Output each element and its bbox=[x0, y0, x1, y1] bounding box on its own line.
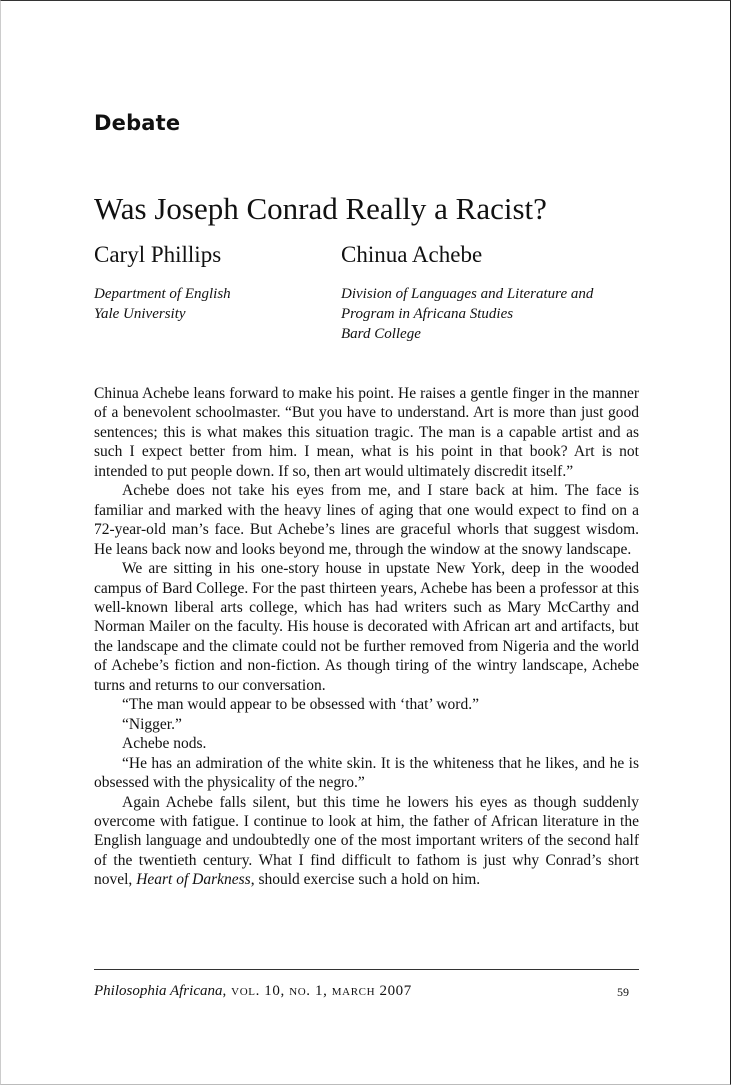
paragraph: Achebe nods. bbox=[122, 735, 207, 753]
author-name: Chinua Achebe bbox=[341, 242, 483, 267]
article-body bbox=[94, 384, 639, 890]
paragraph: We are sitting in his one-story house in upstate New York, deep in the wooded campus of Bard College. For the past thirteen years, Achebe has been a professor at this well-known liberal arts college, which has had writers such as Mary McCarthy and Norman Mailer on the faculty. His house is decorated with African art and artifacts, but the landscape and the climate could not be further removed from Nigeria and the world of Achebe’s fiction and non-fiction. As though tiring of the wintry landscape, Achebe turns and returns to our conversation. bbox=[94, 560, 639, 694]
page-footer bbox=[94, 983, 639, 1000]
journal-citation: , vol. 10, no. 1, march 2007 bbox=[222, 983, 412, 999]
section-label: Debate bbox=[94, 111, 181, 135]
affiliation-line: Yale University bbox=[94, 306, 186, 322]
paragraph: Achebe does not take his eyes from me, and I stare back at him. The face is familiar and marked with the heavy lines of aging that one would expect to find on a 72-year-old man’s face. But Achebe’s lines are graceful whorls that suggest wisdom. He leans back now and looks beyond me, through the window at the snowy landscape. bbox=[94, 482, 639, 558]
paragraph: “Nigger.” bbox=[122, 715, 182, 733]
author-block-achebe bbox=[341, 240, 641, 344]
affiliation-line: Bard College bbox=[341, 326, 421, 342]
paragraph: “The man would appear to be obsessed with ‘that’ word.” bbox=[122, 696, 479, 714]
book-title: Heart of Darkness bbox=[136, 871, 251, 889]
journal-name: Philosophia Africana bbox=[94, 983, 223, 999]
paragraph-text: , should exercise such a hold on him. bbox=[250, 871, 481, 889]
article-title: Was Joseph Conrad Really a Racist? bbox=[94, 191, 547, 226]
footer-rule bbox=[94, 969, 639, 970]
author-affiliation bbox=[341, 284, 641, 344]
paragraph-text: Again Achebe falls silent, but this time he lowers his eyes as though suddenly overcome with fatigue. I continue to look at him, the father of African literature in the English language and undoubtedly one of the most important writers of the second half of the twentieth century. What I find difficult to fathom is just why Conrad’s short novel, bbox=[94, 793, 639, 889]
affiliation-line: Department of English bbox=[94, 286, 231, 302]
affiliation-line: Program in Africana Studies bbox=[341, 306, 514, 322]
paragraph bbox=[94, 793, 639, 890]
affiliation-line: Division of Languages and Literature and bbox=[341, 286, 594, 302]
paragraph: Chinua Achebe leans forward to make his point. He raises a gentle finger in the manner of a benevolent schoolmaster. “But you have to understand. Art is more than just good sentences; this is what makes this situation tragic. The man is a capable artist and as such I expect better from him. I mean, what is his point in that book? Art is not intended to put people down. If so, then art would ultimately discredit itself.” bbox=[94, 385, 639, 480]
paragraph: “He has an admiration of the white skin. It is the whiteness that he likes, and he is obsessed with the physicality of the negro.” bbox=[94, 754, 639, 792]
author-name: Caryl Phillips bbox=[94, 242, 222, 267]
page-number: 59 bbox=[617, 985, 629, 999]
